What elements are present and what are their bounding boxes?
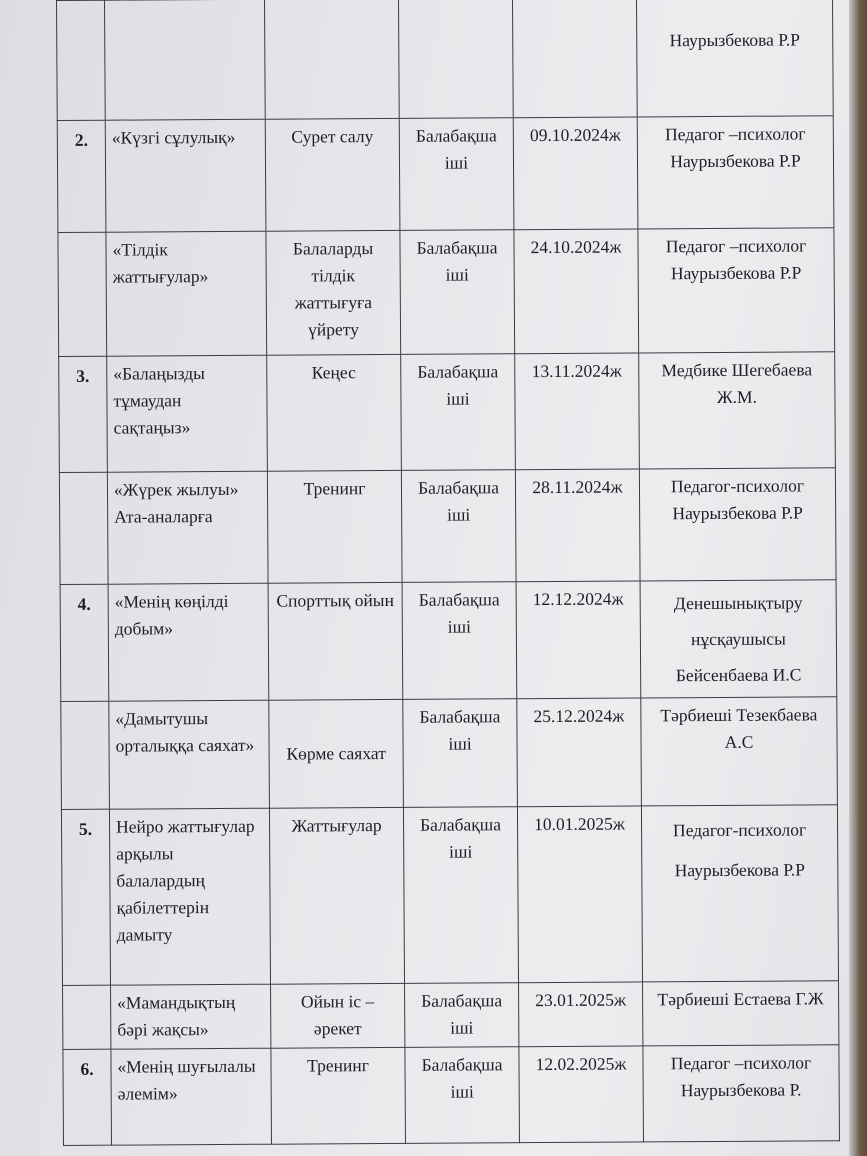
event-date: 13.11.2024ж <box>515 353 640 470</box>
event-name: «Менің көңілді добым» <box>108 583 269 701</box>
row-number <box>63 985 111 1049</box>
event-responsible: Тәрбиеші Тезекбаева А.С <box>641 697 838 806</box>
row-number: 2. <box>57 120 106 232</box>
event-form: Тренинг <box>267 470 402 583</box>
event-date: 23.01.2025ж <box>519 982 643 1047</box>
row-number: 4. <box>60 584 109 701</box>
event-form: Жаттығулар <box>269 807 404 984</box>
row-number <box>59 472 108 584</box>
table-row <box>63 981 839 1050</box>
event-form: Балаларды тілдік жаттығуға үйрету <box>266 230 401 355</box>
event-name: «Жүрек жылуы» Ата-аналарға <box>107 471 268 584</box>
event-name: «Тілдік жаттығулар» <box>106 231 267 356</box>
row-number <box>61 701 110 809</box>
event-responsible: Педагог-психолог Наурызбекова Р.Р <box>639 468 836 581</box>
event-name: «Мамандықтың бәрі жақсы» <box>111 984 271 1049</box>
event-responsible: Тәрбиеші Естаева Г.Ж <box>643 981 839 1046</box>
event-place: Балабақша іші <box>403 699 518 808</box>
event-date: 12.12.2024ж <box>516 581 641 699</box>
table-row <box>59 352 836 473</box>
event-name: «Балаңызды тұмаудан сақтаңыз» <box>107 355 268 472</box>
event-date: 10.01.2025ж <box>517 806 642 983</box>
event-name: «Менің шуғылалы әлемім» <box>111 1048 272 1145</box>
event-form <box>264 0 399 119</box>
table-row <box>59 468 836 585</box>
event-date: 09.10.2024ж <box>513 117 638 230</box>
row-number: 6. <box>63 1049 112 1145</box>
event-form: Ойын іс – әрекет <box>271 983 405 1048</box>
event-name <box>105 0 266 120</box>
event-place: Балабақша іші <box>403 807 518 984</box>
event-date <box>512 0 637 118</box>
event-date: 24.10.2024ж <box>514 229 639 354</box>
event-form: Тренинг <box>271 1047 406 1144</box>
event-date: 25.12.2024ж <box>517 698 642 807</box>
event-responsible: Денешынықтыру нұсқаушысы Бейсенбаева И.С <box>640 580 837 698</box>
event-responsible: Медбике Шегебаева Ж.М. <box>639 352 836 469</box>
table-row <box>61 805 838 986</box>
event-place: Балабақша іші <box>405 983 519 1048</box>
event-form: Сурет салу <box>265 118 400 231</box>
event-form: Көрме саяхат <box>269 699 404 808</box>
table-row <box>58 228 835 357</box>
table-row <box>60 580 837 702</box>
event-responsible: Педагог –психолог Наурызбекова Р. <box>643 1045 840 1142</box>
event-place: Балабақша іші <box>399 118 514 231</box>
row-number <box>57 0 106 120</box>
event-responsible: Наурызбекова Р.Р <box>636 0 833 117</box>
event-place: Балабақша іші <box>400 230 515 355</box>
event-name: «Күзгі сұлулық» <box>105 119 266 232</box>
table-row <box>63 1045 840 1146</box>
table-row <box>57 116 834 233</box>
event-form: Кеңес <box>267 354 402 471</box>
event-place <box>398 0 513 118</box>
table-row <box>57 0 834 120</box>
row-number: 3. <box>59 356 108 472</box>
event-place: Балабақша іші <box>401 470 516 583</box>
row-number <box>58 232 107 356</box>
event-responsible: Педагог –психолог Наурызбекова Р.Р <box>637 116 834 229</box>
row-number: 5. <box>61 809 110 985</box>
event-responsible: Педагог –психолог Наурызбекова Р.Р <box>638 228 835 353</box>
event-date: 12.02.2025ж <box>519 1046 644 1143</box>
event-place: Балабақша іші <box>401 354 516 471</box>
table-row <box>61 697 838 810</box>
event-name: Нейро жаттығулар арқылы балалардың қабілеттерін дамыту <box>109 808 270 985</box>
event-place: Балабақша іші <box>405 1047 520 1144</box>
event-responsible: Педагог-психолог Наурызбекова Р.Р <box>641 805 838 982</box>
event-place: Балабақша іші <box>402 582 517 700</box>
event-date: 28.11.2024ж <box>515 469 640 582</box>
event-form: Спорттық ойын <box>268 582 403 700</box>
events-table <box>56 0 840 1146</box>
page-edge-shadow <box>849 0 867 1156</box>
event-name: «Дамытушы орталыққа саяхат» <box>109 700 270 809</box>
